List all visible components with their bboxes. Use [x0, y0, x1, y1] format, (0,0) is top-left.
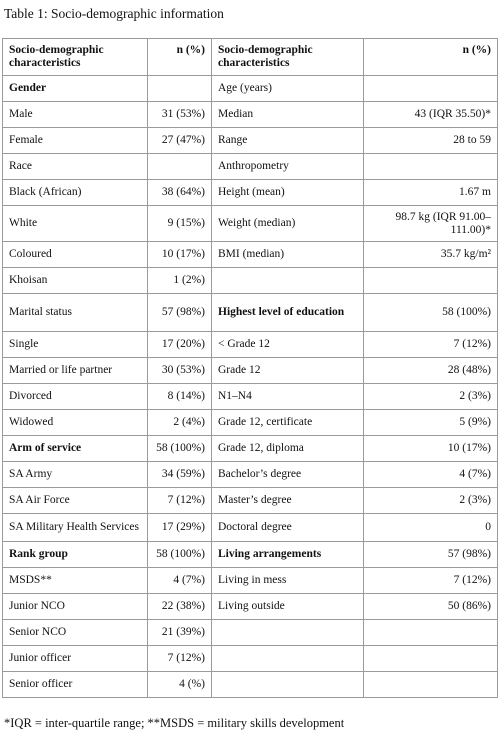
row-right-value: 7 (12%) [364, 568, 498, 594]
table-row [3, 514, 498, 542]
row-left-value: 57 (98%) [148, 294, 212, 332]
header-left-label: Socio-demographic characteristics [3, 39, 148, 76]
row-right-value: 4 (7%) [364, 462, 498, 488]
table-row [3, 542, 498, 568]
row-left-label: SA Military Health Services [3, 514, 148, 542]
row-right-value: 0 [364, 514, 498, 542]
row-left-label: Khoisan [3, 268, 148, 294]
row-left-label: SA Air Force [3, 488, 148, 514]
row-right-value: 2 (3%) [364, 488, 498, 514]
table-row [3, 154, 498, 180]
row-left-value: 27 (47%) [148, 128, 212, 154]
row-right-label: Living arrangements [212, 542, 364, 568]
row-left-label: Male [3, 102, 148, 128]
table-row [3, 358, 498, 384]
row-right-value: 43 (IQR 35.50)* [364, 102, 498, 128]
socio-demographic-table [2, 38, 498, 698]
row-left-label: Senior officer [3, 672, 148, 698]
row-right-value: 7 (12%) [364, 332, 498, 358]
row-left-value: 7 (12%) [148, 488, 212, 514]
row-right-value: 58 (100%) [364, 294, 498, 332]
row-right-label [212, 672, 364, 698]
row-right-label: < Grade 12 [212, 332, 364, 358]
row-right-label: Living in mess [212, 568, 364, 594]
table-row [3, 620, 498, 646]
header-right-label: Socio-demographic characteristics [212, 39, 364, 76]
row-left-value: 21 (39%) [148, 620, 212, 646]
row-right-value [364, 154, 498, 180]
table-row [3, 594, 498, 620]
row-left-label: Junior NCO [3, 594, 148, 620]
row-right-label: Anthropometry [212, 154, 364, 180]
row-left-label: SA Army [3, 462, 148, 488]
row-right-label: Range [212, 128, 364, 154]
row-right-label: Bachelor’s degree [212, 462, 364, 488]
row-right-label: Master’s degree [212, 488, 364, 514]
table-row [3, 242, 498, 268]
row-left-value: 31 (53%) [148, 102, 212, 128]
header-right-value: n (%) [364, 39, 498, 76]
table-row [3, 436, 498, 462]
table-row [3, 672, 498, 698]
row-right-label: Age (years) [212, 76, 364, 102]
row-left-label: Divorced [3, 384, 148, 410]
row-left-value [148, 154, 212, 180]
row-left-value: 17 (20%) [148, 332, 212, 358]
row-left-label: Junior officer [3, 646, 148, 672]
row-left-label: Rank group [3, 542, 148, 568]
row-left-label: Marital status [3, 294, 148, 332]
row-right-label [212, 620, 364, 646]
row-right-label: Grade 12 [212, 358, 364, 384]
row-right-value: 1.67 m [364, 180, 498, 206]
table-row [3, 332, 498, 358]
row-left-label: Arm of service [3, 436, 148, 462]
row-right-value: 10 (17%) [364, 436, 498, 462]
row-left-value: 10 (17%) [148, 242, 212, 268]
table-caption: Table 1: Socio-demographic information [4, 6, 224, 21]
table-row [3, 180, 498, 206]
row-left-value: 30 (53%) [148, 358, 212, 384]
row-right-value [364, 620, 498, 646]
table-row [3, 128, 498, 154]
row-left-value: 22 (38%) [148, 594, 212, 620]
row-right-value [364, 646, 498, 672]
row-right-label: N1–N4 [212, 384, 364, 410]
row-right-value: 5 (9%) [364, 410, 498, 436]
row-left-label: Coloured [3, 242, 148, 268]
table-row [3, 488, 498, 514]
row-left-label: Married or life partner [3, 358, 148, 384]
row-left-value: 34 (59%) [148, 462, 212, 488]
row-left-label: White [3, 206, 148, 242]
row-left-value: 7 (12%) [148, 646, 212, 672]
table-body [3, 39, 498, 698]
row-left-value: 9 (15%) [148, 206, 212, 242]
row-right-label: Grade 12, certificate [212, 410, 364, 436]
table-row [3, 206, 498, 242]
row-right-label: BMI (median) [212, 242, 364, 268]
row-left-value: 2 (4%) [148, 410, 212, 436]
row-right-label [212, 268, 364, 294]
row-left-label: Female [3, 128, 148, 154]
row-right-value: 57 (98%) [364, 542, 498, 568]
row-right-label [212, 646, 364, 672]
table-row [3, 410, 498, 436]
row-left-label: Race [3, 154, 148, 180]
row-left-label: Single [3, 332, 148, 358]
table-row [3, 268, 498, 294]
row-right-value: 35.7 kg/m² [364, 242, 498, 268]
row-left-value [148, 76, 212, 102]
table-row [3, 384, 498, 410]
table-row [3, 568, 498, 594]
row-right-label: Grade 12, diploma [212, 436, 364, 462]
table-header-row [3, 39, 498, 76]
row-right-label: Doctoral degree [212, 514, 364, 542]
row-left-value: 38 (64%) [148, 180, 212, 206]
row-left-value: 58 (100%) [148, 542, 212, 568]
row-left-value: 8 (14%) [148, 384, 212, 410]
table-row [3, 646, 498, 672]
row-right-value: 98.7 kg (IQR 91.00–111.00)* [364, 206, 498, 242]
table-footnote: *IQR = inter-quartile range; **MSDS = military skills development [4, 716, 345, 730]
row-right-label: Height (mean) [212, 180, 364, 206]
row-right-value [364, 76, 498, 102]
table-row [3, 462, 498, 488]
row-right-label: Living outside [212, 594, 364, 620]
row-left-label: Senior NCO [3, 620, 148, 646]
table-row [3, 102, 498, 128]
table-row [3, 294, 498, 332]
row-left-label: Widowed [3, 410, 148, 436]
row-right-label: Median [212, 102, 364, 128]
row-left-value: 58 (100%) [148, 436, 212, 462]
row-right-value: 2 (3%) [364, 384, 498, 410]
table-row [3, 76, 498, 102]
row-left-value: 17 (29%) [148, 514, 212, 542]
row-right-value [364, 672, 498, 698]
row-left-value: 4 (%) [148, 672, 212, 698]
row-right-value: 28 (48%) [364, 358, 498, 384]
header-left-value: n (%) [148, 39, 212, 76]
row-left-value: 1 (2%) [148, 268, 212, 294]
row-right-label: Weight (median) [212, 206, 364, 242]
row-right-value: 50 (86%) [364, 594, 498, 620]
row-left-label: MSDS** [3, 568, 148, 594]
row-left-value: 4 (7%) [148, 568, 212, 594]
row-right-label: Highest level of education [212, 294, 364, 332]
row-right-value [364, 268, 498, 294]
row-right-value: 28 to 59 [364, 128, 498, 154]
row-left-label: Black (African) [3, 180, 148, 206]
row-left-label: Gender [3, 76, 148, 102]
